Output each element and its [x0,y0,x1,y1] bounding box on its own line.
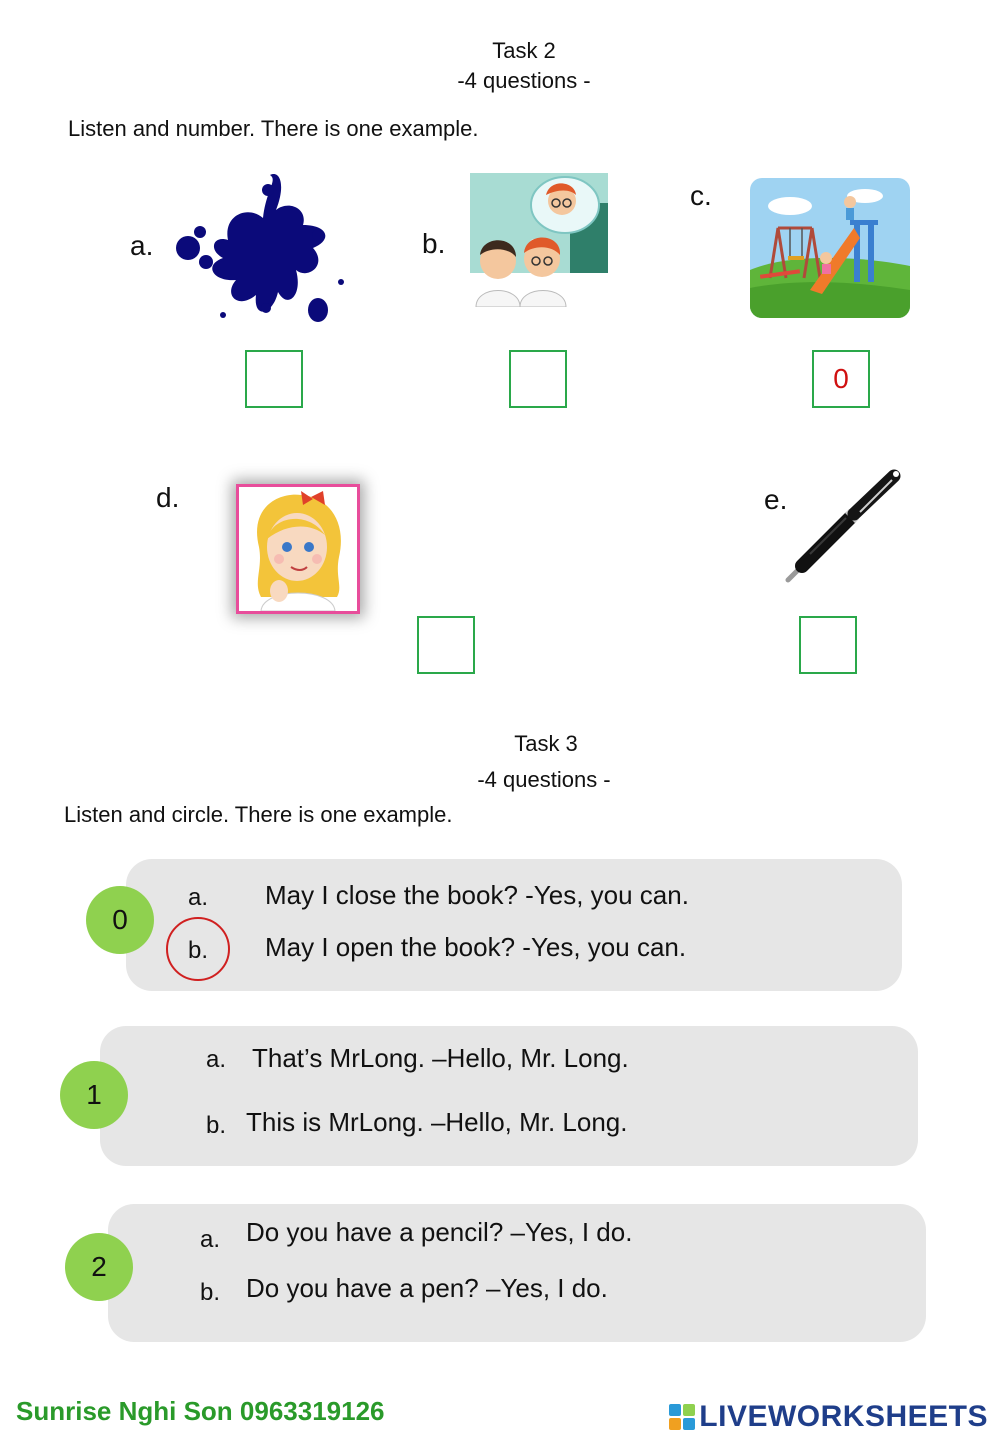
item-e-letter: e. [764,484,788,515]
boys-thinking-image [470,173,608,307]
question-2-number: 2 [65,1233,133,1301]
question-0-option-b-letter[interactable]: b. [188,937,209,964]
question-0-option-b-text[interactable]: May I open the book? -Yes, you can. [265,932,687,962]
playground-image [750,178,910,318]
item-d-letter: d. [156,482,180,513]
liveworksheets-brand-text: LIVEWORKSHEETS [699,1400,988,1433]
ink-splash-image [168,170,346,326]
task3-title: Task 3 [514,731,578,756]
answer-box-b[interactable] [509,350,567,408]
question-0-option-a-letter[interactable]: a. [188,884,209,911]
question-1-option-b-letter[interactable]: b. [206,1112,227,1139]
item-b-letter: b. [422,228,446,259]
question-1-option-b-text[interactable]: This is MrLong. –Hello, Mr. Long. [246,1107,628,1137]
question-2-option-b-text[interactable]: Do you have a pen? –Yes, I do. [246,1273,608,1303]
answer-box-d[interactable] [417,616,475,674]
liveworksheets-logo[interactable] [669,1400,988,1434]
task2-subtitle: -4 questions - [457,68,591,93]
task2-instruction: Listen and number. There is one example. [68,116,479,141]
question-2-option-a-letter[interactable]: a. [200,1226,221,1253]
question-1-option-a-text[interactable]: That’s MrLong. –Hello, Mr. Long. [252,1043,629,1073]
pen-image [780,466,906,588]
girl-portrait-image [236,484,360,614]
liveworksheets-logo-icon [669,1404,695,1430]
question-0-option-a-text[interactable]: May I close the book? -Yes, you can. [265,880,689,910]
question-2-option-a-text[interactable]: Do you have a pencil? –Yes, I do. [246,1217,633,1247]
answer-box-c[interactable]: 0 [812,350,870,408]
task2-title: Task 2 [492,38,556,63]
item-a-letter: a. [130,230,154,261]
question-1-option-a-letter[interactable]: a. [206,1046,227,1073]
question-1-number: 1 [60,1061,128,1129]
question-0-number: 0 [86,886,154,954]
answer-box-a[interactable] [245,350,303,408]
task3-subtitle: -4 questions - [477,767,611,792]
item-c-letter: c. [690,180,712,211]
task3-instruction: Listen and circle. There is one example. [64,802,453,827]
question-0-panel [126,859,902,991]
answer-box-e[interactable] [799,616,857,674]
author-credit: Sunrise Nghi Son 0963319126 [16,1396,385,1426]
question-2-option-b-letter[interactable]: b. [200,1279,221,1306]
